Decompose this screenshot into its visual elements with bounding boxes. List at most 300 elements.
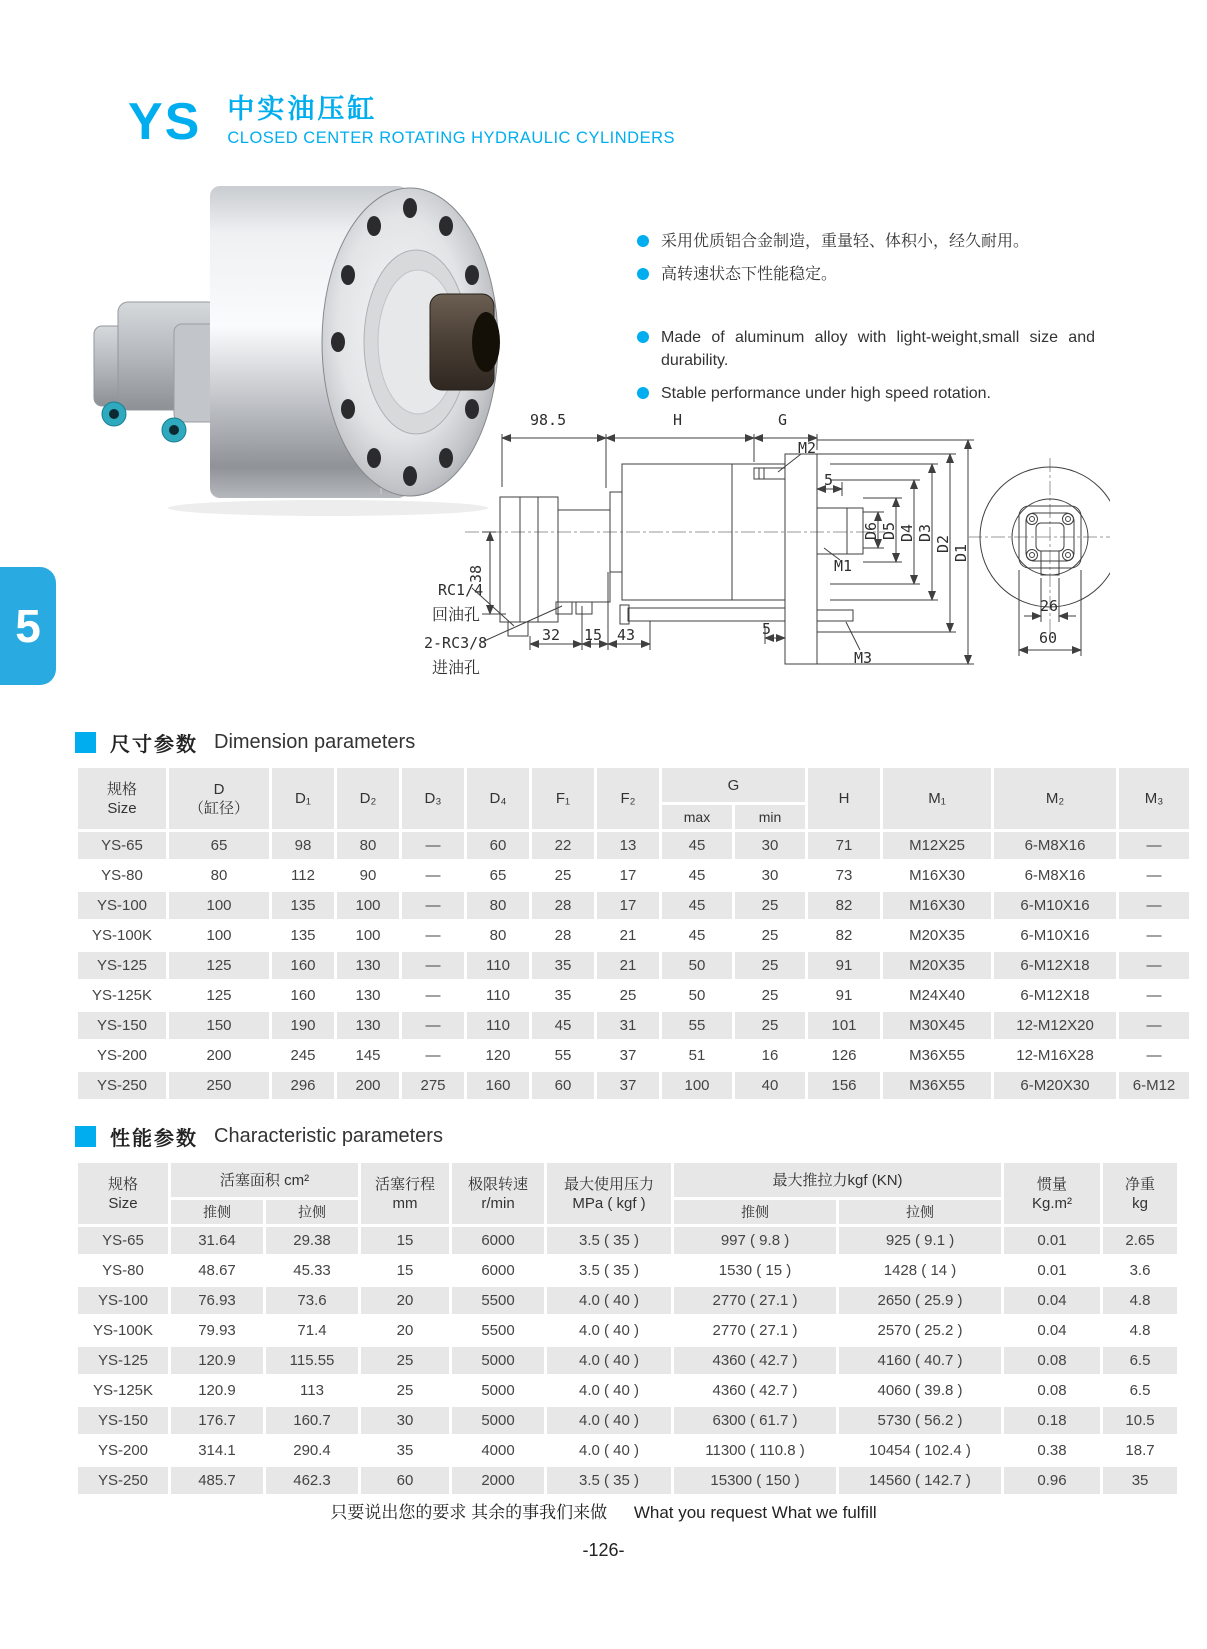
section-title-en: Characteristic parameters (214, 1125, 443, 1147)
table-row (78, 1467, 1177, 1494)
table-cell: 176.7 (171, 1407, 263, 1434)
table-cell: YS-80 (78, 1257, 168, 1284)
col-force-push: 推侧 (674, 1200, 836, 1224)
col-size-zh: 规格 (106, 780, 137, 798)
table-cell: 5000 (452, 1377, 544, 1404)
table-cell: 50 (662, 982, 732, 1009)
table-cell: 100 (337, 922, 399, 949)
table-cell: 30 (735, 862, 805, 889)
bullet-icon (637, 268, 649, 280)
table-cell: 30 (735, 832, 805, 859)
col-h: H (808, 768, 880, 829)
table-cell: 6000 (452, 1227, 544, 1254)
table-row (78, 1012, 1189, 1039)
table-row (78, 1377, 1177, 1404)
col-max-speed (452, 1163, 544, 1224)
table-cell: YS-250 (78, 1072, 166, 1099)
table-cell: 100 (169, 892, 269, 919)
table-cell: 22 (532, 832, 594, 859)
dim-label-15: 15 (584, 626, 603, 644)
chapter-number: 5 (15, 600, 41, 652)
table-cell: 35 (361, 1437, 449, 1464)
table-cell: 4.0 ( 40 ) (547, 1317, 671, 1344)
col-m3: M₃ (1119, 768, 1189, 829)
table-cell: 4.0 ( 40 ) (547, 1287, 671, 1314)
col-inertia-zh: 惯量 (1037, 1175, 1068, 1193)
table-cell: — (1119, 982, 1189, 1009)
table-cell: 160 (272, 952, 334, 979)
table-cell: 5500 (452, 1287, 544, 1314)
table-cell: 25 (735, 982, 805, 1009)
table-cell: 1428 ( 14 ) (839, 1257, 1001, 1284)
dim-label-5-upper: 5 (824, 471, 834, 489)
dim-label-98-5: 98.5 (530, 411, 567, 429)
dimension-section-header (75, 728, 415, 757)
table-cell: 1530 ( 15 ) (674, 1257, 836, 1284)
table-cell: 275 (402, 1072, 464, 1099)
table-cell: 3.5 ( 35 ) (547, 1257, 671, 1284)
section-title-zh: 性能参数 (110, 1128, 198, 1150)
drawing-linework (410, 392, 1110, 688)
table-cell: 2770 ( 27.1 ) (674, 1317, 836, 1344)
table-cell: 4.0 ( 40 ) (547, 1407, 671, 1434)
col-size-en: Size (108, 1194, 138, 1212)
dim-label-h: H (673, 411, 683, 429)
table-cell: 190 (272, 1012, 334, 1039)
col-area-pull: 拉侧 (266, 1200, 358, 1224)
table-cell: 6.5 (1103, 1377, 1177, 1404)
table-cell: 45.33 (266, 1257, 358, 1284)
table-cell: 91 (808, 982, 880, 1009)
col-d (169, 768, 269, 829)
table-cell: 4160 ( 40.7 ) (839, 1347, 1001, 1374)
table-cell: 30 (361, 1407, 449, 1434)
table-cell: — (402, 862, 464, 889)
table-cell: 17 (597, 892, 659, 919)
table-row (78, 1407, 1177, 1434)
table-cell: 28 (532, 922, 594, 949)
col-stroke-unit: mm (392, 1194, 418, 1212)
table-row (78, 832, 1189, 859)
table-cell: 4.0 ( 40 ) (547, 1377, 671, 1404)
col-inertia (1004, 1163, 1100, 1224)
table-cell: 120 (467, 1042, 529, 1069)
slogan-en: What you request What we fulfill (633, 1503, 877, 1522)
table-cell: 50 (662, 952, 732, 979)
table-cell: YS-200 (78, 1437, 168, 1464)
table-cell: 925 ( 9.1 ) (839, 1227, 1001, 1254)
table-cell: — (1119, 892, 1189, 919)
table-cell: 6-M8X16 (994, 832, 1116, 859)
dimension-table (75, 765, 1192, 1102)
page-header (128, 92, 675, 152)
table-row (78, 1287, 1177, 1314)
table-cell: 314.1 (171, 1437, 263, 1464)
col-f1: F₁ (532, 768, 594, 829)
col-force-pull: 拉侧 (839, 1200, 1001, 1224)
table-cell: 18.7 (1103, 1437, 1177, 1464)
table-cell: 250 (169, 1072, 269, 1099)
table-cell: 130 (337, 952, 399, 979)
table-cell: 71.4 (266, 1317, 358, 1344)
table-cell: 55 (662, 1012, 732, 1039)
table-cell: YS-125K (78, 1377, 168, 1404)
table-row (78, 1072, 1189, 1099)
table-cell: 485.7 (171, 1467, 263, 1494)
slogan-zh: 只要说出您的要求 其余的事我们来做 (330, 1503, 608, 1522)
table-cell: 112 (272, 862, 334, 889)
table-cell: 45 (662, 892, 732, 919)
table-cell: — (1119, 1042, 1189, 1069)
table-cell: — (402, 832, 464, 859)
table-cell: — (402, 1012, 464, 1039)
table-cell: 101 (808, 1012, 880, 1039)
table-cell: 160 (467, 1072, 529, 1099)
table-cell: 65 (467, 862, 529, 889)
col-m1: M₁ (883, 768, 991, 829)
table-cell: 80 (467, 922, 529, 949)
section-marker-icon (75, 1126, 96, 1147)
table-cell: — (1119, 952, 1189, 979)
table-cell: — (1119, 862, 1189, 889)
series-title-zh: 中实油压缸 (227, 94, 378, 124)
feature-text-zh-1: 采用优质铝合金制造，重量轻、体积小，经久耐用。 (661, 233, 1030, 250)
col-g-max: max (662, 805, 732, 829)
table-cell: 2570 ( 25.2 ) (839, 1317, 1001, 1344)
table-row (78, 952, 1189, 979)
table-cell: 60 (467, 832, 529, 859)
table-cell: — (402, 1042, 464, 1069)
page-number: -126- (582, 1540, 625, 1560)
table-cell: 10454 ( 102.4 ) (839, 1437, 1001, 1464)
col-d2: D₂ (337, 768, 399, 829)
table-cell: 5000 (452, 1347, 544, 1374)
table-cell: 5500 (452, 1317, 544, 1344)
table-cell: 79.93 (171, 1317, 263, 1344)
table-cell: YS-65 (78, 1227, 168, 1254)
table-cell: — (402, 982, 464, 1009)
table-cell: 113 (266, 1377, 358, 1404)
table-cell: 73 (808, 862, 880, 889)
col-d-sym: D (213, 780, 225, 798)
table-cell: 2770 ( 27.1 ) (674, 1287, 836, 1314)
technical-drawing (410, 392, 1110, 688)
feature-text-en-1: Made of aluminum alloy with light-weight,small size and durability. (661, 329, 1095, 369)
table-cell: 25 (735, 892, 805, 919)
table-cell: M36X55 (883, 1042, 991, 1069)
col-pressure-zh: 最大使用压力 (564, 1175, 655, 1193)
table-cell: 25 (361, 1347, 449, 1374)
table-cell: 6-M10X16 (994, 892, 1116, 919)
col-speed-zh: 极限转速 (468, 1175, 529, 1193)
dim-label-32: 32 (542, 626, 561, 644)
table-cell: YS-125K (78, 982, 166, 1009)
table-cell: 13 (597, 832, 659, 859)
table-cell: 4000 (452, 1437, 544, 1464)
dim-label-60: 60 (1039, 629, 1058, 647)
port-label-rc14: RC1/4 (438, 581, 484, 599)
table-cell: 25 (597, 982, 659, 1009)
table-cell: 5000 (452, 1407, 544, 1434)
table-cell: M20X35 (883, 922, 991, 949)
dimension-table-body (78, 832, 1189, 1099)
table-cell: YS-150 (78, 1407, 168, 1434)
table-row (78, 862, 1189, 889)
table-cell: 2650 ( 25.9 ) (839, 1287, 1001, 1314)
col-d3: D₃ (402, 768, 464, 829)
col-size (78, 768, 166, 829)
col-f2: F₂ (597, 768, 659, 829)
table-cell: 120.9 (171, 1347, 263, 1374)
table-cell: 3.5 ( 35 ) (547, 1227, 671, 1254)
characteristic-table (75, 1160, 1180, 1497)
table-row (78, 1347, 1177, 1374)
feature-item (637, 230, 1095, 253)
col-m2: M₂ (994, 768, 1116, 829)
series-titles (227, 92, 675, 150)
col-area-push: 推侧 (171, 1200, 263, 1224)
table-cell: YS-100 (78, 1287, 168, 1314)
table-cell: 31.64 (171, 1227, 263, 1254)
table-cell: 3.5 ( 35 ) (547, 1467, 671, 1494)
table-cell: 4060 ( 39.8 ) (839, 1377, 1001, 1404)
table-cell: 135 (272, 892, 334, 919)
col-d4: D₄ (467, 768, 529, 829)
series-logo: YS (128, 93, 202, 151)
dim-label-26: 26 (1040, 597, 1059, 615)
col-weight-unit: kg (1132, 1194, 1148, 1212)
table-cell: 31 (597, 1012, 659, 1039)
table-cell: 82 (808, 892, 880, 919)
table-cell: 0.96 (1004, 1467, 1100, 1494)
table-cell: 0.04 (1004, 1317, 1100, 1344)
table-cell: 37 (597, 1072, 659, 1099)
table-cell: 65 (169, 832, 269, 859)
table-cell: 20 (361, 1287, 449, 1314)
table-cell: 12-M12X20 (994, 1012, 1116, 1039)
table-cell: 35 (532, 982, 594, 1009)
table-cell: 15 (361, 1227, 449, 1254)
table-cell: 126 (808, 1042, 880, 1069)
spacer (637, 296, 1095, 326)
table-cell: YS-80 (78, 862, 166, 889)
characteristic-table-body (78, 1227, 1177, 1494)
table-cell: YS-125 (78, 1347, 168, 1374)
table-cell: 91 (808, 952, 880, 979)
table-cell: 25 (735, 1012, 805, 1039)
table-cell: 48.67 (171, 1257, 263, 1284)
table-cell: 80 (467, 892, 529, 919)
table-cell: 25 (532, 862, 594, 889)
table-cell: YS-150 (78, 1012, 166, 1039)
table-cell: 150 (169, 1012, 269, 1039)
table-cell: 16 (735, 1042, 805, 1069)
chapter-tab (0, 567, 56, 685)
col-d1: D₁ (272, 768, 334, 829)
col-d-sub: （缸径） (188, 799, 249, 817)
table-cell: 80 (169, 862, 269, 889)
table-cell: 0.08 (1004, 1377, 1100, 1404)
dim-label-38: 38 (467, 564, 485, 584)
table-cell: 4.8 (1103, 1287, 1177, 1314)
table-cell: — (402, 892, 464, 919)
feature-text-en-2: Stable performance under high speed rotation. (661, 385, 991, 402)
table-cell: YS-200 (78, 1042, 166, 1069)
table-cell: 110 (467, 1012, 529, 1039)
table-cell: — (1119, 832, 1189, 859)
table-cell: 6-M20X30 (994, 1072, 1116, 1099)
section-title-zh: 尺寸参数 (110, 734, 198, 756)
table-cell: 3.6 (1103, 1257, 1177, 1284)
port-label-inlet: 进油孔 (432, 660, 481, 677)
table-row (78, 1257, 1177, 1284)
col-max-pressure (547, 1163, 671, 1224)
table-cell: 82 (808, 922, 880, 949)
table-cell: 14560 ( 142.7 ) (839, 1467, 1001, 1494)
table-cell: 45 (662, 832, 732, 859)
table-cell: 130 (337, 1012, 399, 1039)
table-cell: 4.0 ( 40 ) (547, 1437, 671, 1464)
table-cell: 11300 ( 110.8 ) (674, 1437, 836, 1464)
table-cell: 145 (337, 1042, 399, 1069)
table-cell: 100 (169, 922, 269, 949)
table-cell: 0.08 (1004, 1347, 1100, 1374)
table-cell: 28 (532, 892, 594, 919)
col-size (78, 1163, 168, 1224)
table-cell: 115.55 (266, 1347, 358, 1374)
table-cell: M24X40 (883, 982, 991, 1009)
table-cell: 6-M12X18 (994, 982, 1116, 1009)
table-cell: 37 (597, 1042, 659, 1069)
table-cell: 25 (735, 952, 805, 979)
table-cell: 98 (272, 832, 334, 859)
table-cell: 6-M10X16 (994, 922, 1116, 949)
col-stroke-zh: 活塞行程 (375, 1175, 436, 1193)
table-row (78, 922, 1189, 949)
table-cell: 80 (337, 832, 399, 859)
table-cell: 40 (735, 1072, 805, 1099)
table-cell: 35 (532, 952, 594, 979)
table-cell: M16X30 (883, 862, 991, 889)
table-cell: 0.18 (1004, 1407, 1100, 1434)
table-cell: M30X45 (883, 1012, 991, 1039)
table-cell: 6-M12X18 (994, 952, 1116, 979)
table-cell: 296 (272, 1072, 334, 1099)
table-cell: 135 (272, 922, 334, 949)
table-cell: 0.04 (1004, 1287, 1100, 1314)
table-cell: 200 (169, 1042, 269, 1069)
table-cell: 71 (808, 832, 880, 859)
table-cell: 4.8 (1103, 1317, 1177, 1344)
footer-slogan (0, 1498, 1207, 1523)
table-row (78, 1317, 1177, 1344)
table-cell: 76.93 (171, 1287, 263, 1314)
dim-label-5-lower: 5 (762, 620, 772, 638)
table-row (78, 892, 1189, 919)
table-cell: 73.6 (266, 1287, 358, 1314)
table-cell: 10.5 (1103, 1407, 1177, 1434)
bullet-icon (637, 331, 649, 343)
table-cell: 290.4 (266, 1437, 358, 1464)
col-max-force: 最大推拉力kgf (KN) (674, 1163, 1001, 1197)
table-cell: 156 (808, 1072, 880, 1099)
table-cell: 4360 ( 42.7 ) (674, 1347, 836, 1374)
table-cell: 245 (272, 1042, 334, 1069)
dim-label-m3: M3 (854, 649, 873, 667)
series-title-en: CLOSED CENTER ROTATING HYDRAULIC CYLINDERS (227, 129, 675, 147)
table-cell: — (402, 952, 464, 979)
table-cell: — (1119, 1012, 1189, 1039)
table-row (78, 1227, 1177, 1254)
table-row (78, 982, 1189, 1009)
table-cell: M20X35 (883, 952, 991, 979)
table-cell: 100 (662, 1072, 732, 1099)
table-cell: 6300 ( 61.7 ) (674, 1407, 836, 1434)
table-cell: YS-100K (78, 922, 166, 949)
table-cell: 6.5 (1103, 1347, 1177, 1374)
table-cell: 17 (597, 862, 659, 889)
table-cell: 5730 ( 56.2 ) (839, 1407, 1001, 1434)
feature-list (637, 230, 1095, 415)
table-cell: 4.0 ( 40 ) (547, 1347, 671, 1374)
table-cell: 2000 (452, 1467, 544, 1494)
table-cell: — (1119, 922, 1189, 949)
table-cell: YS-100K (78, 1317, 168, 1344)
table-cell: M12X25 (883, 832, 991, 859)
table-cell: 120.9 (171, 1377, 263, 1404)
table-cell: 21 (597, 952, 659, 979)
table-cell: 45 (662, 922, 732, 949)
table-cell: 462.3 (266, 1467, 358, 1494)
table-cell: 25 (361, 1377, 449, 1404)
dim-label-d2: D2 (934, 534, 952, 554)
col-speed-unit: r/min (481, 1194, 515, 1212)
col-weight-zh: 净重 (1125, 1175, 1156, 1193)
table-cell: 6-M12 (1119, 1072, 1189, 1099)
col-pressure-unit: MPa ( kgf ) (572, 1194, 646, 1212)
table-cell: 100 (337, 892, 399, 919)
table-cell: 45 (532, 1012, 594, 1039)
table-cell: 200 (337, 1072, 399, 1099)
port-label-return: 回油孔 (432, 607, 481, 624)
table-cell: 160 (272, 982, 334, 1009)
table-cell: 12-M16X28 (994, 1042, 1116, 1069)
table-cell: 25 (735, 922, 805, 949)
col-g: G (662, 768, 805, 802)
section-marker-icon (75, 732, 96, 753)
table-cell: 60 (361, 1467, 449, 1494)
col-net-weight (1103, 1163, 1177, 1224)
table-cell: 60 (532, 1072, 594, 1099)
table-cell: 160.7 (266, 1407, 358, 1434)
col-size-en: Size (107, 799, 137, 817)
table-cell: YS-125 (78, 952, 166, 979)
dim-label-g: G (778, 411, 788, 429)
dim-label-m1: M1 (834, 557, 853, 575)
table-cell: 110 (467, 952, 529, 979)
table-cell: 15300 ( 150 ) (674, 1467, 836, 1494)
front-view (968, 458, 1110, 656)
table-cell: 51 (662, 1042, 732, 1069)
table-cell: — (402, 922, 464, 949)
table-cell: 90 (337, 862, 399, 889)
table-cell: M16X30 (883, 892, 991, 919)
col-g-min: min (735, 805, 805, 829)
dim-label-d5: D5 (880, 521, 898, 541)
table-row (78, 1437, 1177, 1464)
table-cell: 125 (169, 982, 269, 1009)
dim-label-d1: D1 (952, 543, 970, 563)
